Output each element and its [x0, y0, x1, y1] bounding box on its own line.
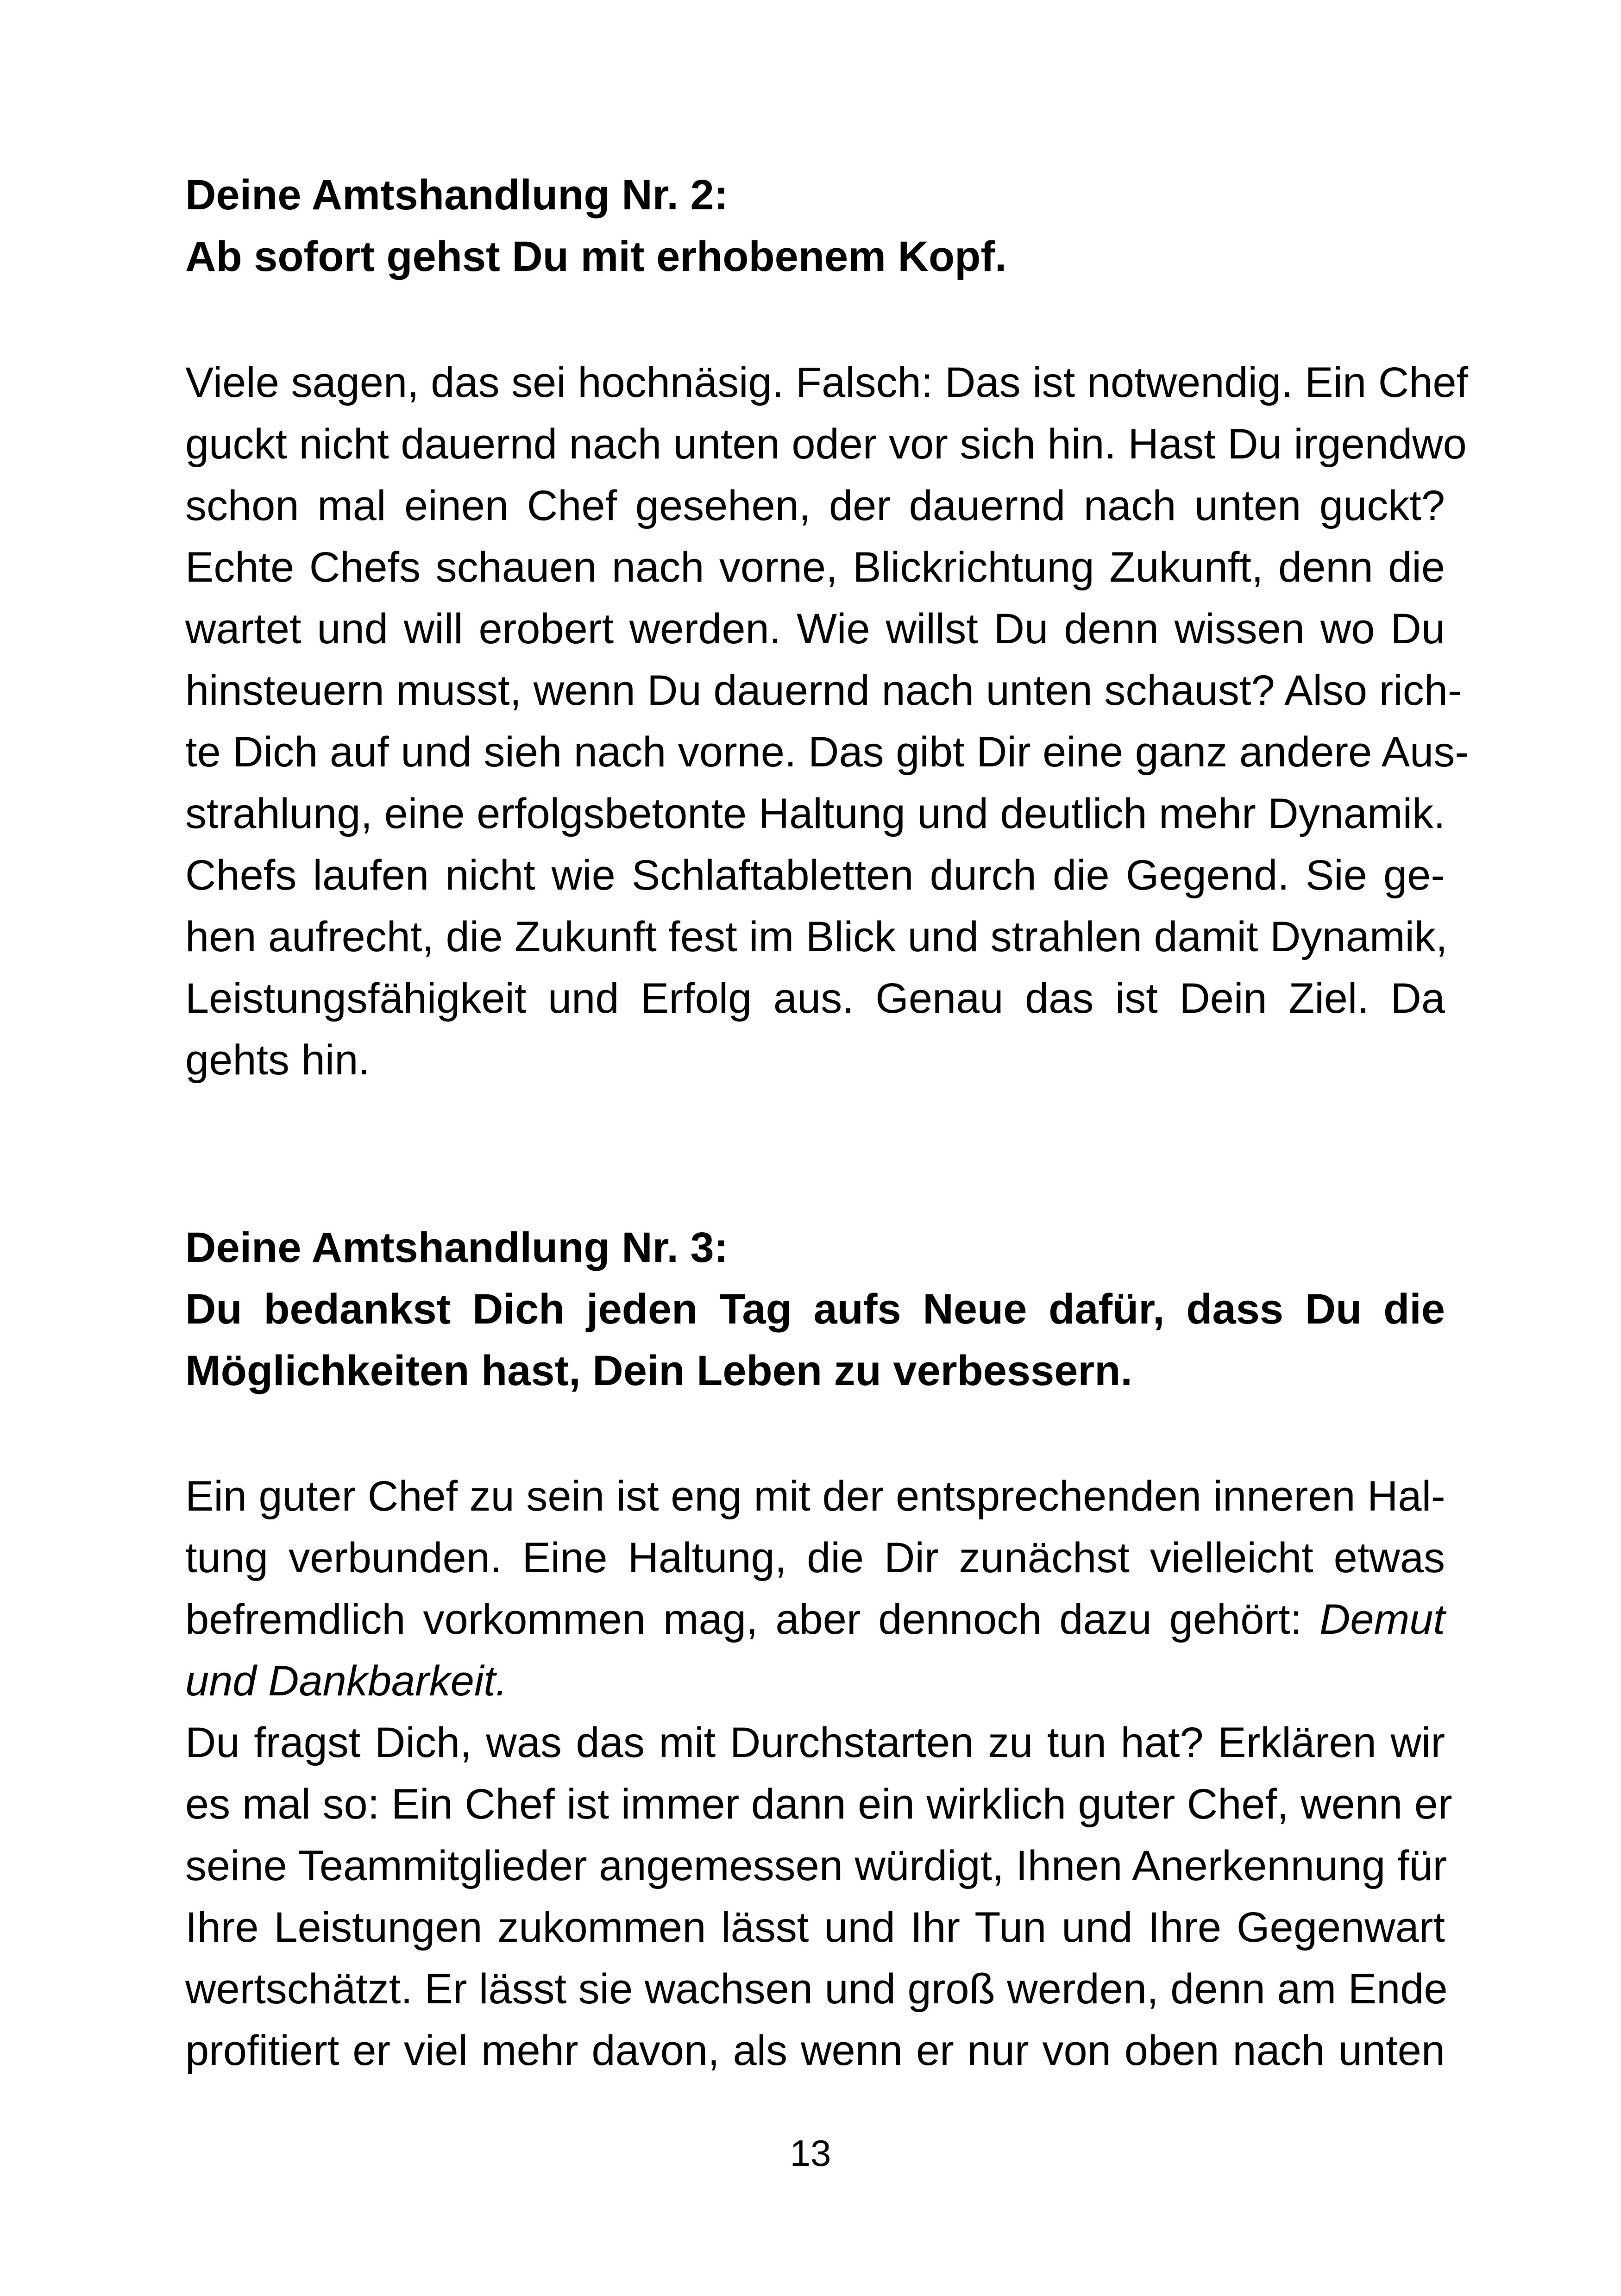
heading-line: Ab sofort gehst Du mit erhobenem Kopf. [185, 233, 1007, 280]
heading-line: Du bedankst Dich jeden Tag aufs Neue dafür, dass Du die [185, 1286, 1445, 1333]
paragraph-line: Chefs laufen nicht wie Schlaftabletten durch die Gegend. Sie ge- [185, 852, 1445, 899]
page-number: 13 [790, 2133, 831, 2174]
paragraph-line: schon mal einen Chef gesehen, der dauernd nach unten guckt? [185, 482, 1445, 529]
paragraph-text: befremdlich vorkommen mag, aber dennoch dazu gehört: [185, 1596, 1302, 1643]
heading-line: Möglichkeiten hast, Dein Leben zu verbessern. [185, 1347, 1132, 1394]
paragraph-line: Ihre Leistungen zukommen lässt und Ihr Tun und Ihre Gegenwart [185, 1904, 1445, 1951]
emphasis-text: Demut [1319, 1596, 1445, 1643]
section-3-heading [185, 1217, 1445, 1402]
paragraph-line: Ein guter Chef zu sein ist eng mit der entsprechenden inneren Hal- [185, 1473, 1445, 1520]
paragraph-line: te Dich auf und sieh nach vorne. Das gibt Dir eine ganz andere Aus- [185, 728, 1469, 776]
paragraph-line: Echte Chefs schauen nach vorne, Blickrichtung Zukunft, denn die [185, 544, 1445, 591]
paragraph-line: Leistungsfähigkeit und Erfolg aus. Genau das ist Dein Ziel. Da [185, 975, 1445, 1022]
paragraph-line: wartet und will erobert werden. Wie willst Du denn wissen wo Du [185, 605, 1445, 652]
heading-line: Deine Amtshandlung Nr. 3: [185, 1224, 729, 1271]
paragraph-line: profitiert er viel mehr davon, als wenn er nur von oben nach unten [185, 2027, 1445, 2074]
paragraph-line: Du fragst Dich, was das mit Durchstarten zu tun hat? Erklären wir [185, 1719, 1445, 1766]
paragraph-line [185, 1589, 1445, 1650]
section-2-heading [185, 164, 1445, 288]
section-2-body [185, 352, 1469, 1091]
heading-line: Deine Amtshandlung Nr. 2: [185, 171, 729, 219]
paragraph-line: wertschätzt. Er lässt sie wachsen und groß werden, denn am Ende [185, 1965, 1448, 2013]
paragraph-line: hen aufrecht, die Zukunft fest im Blick und strahlen damit Dynamik, [185, 913, 1448, 960]
paragraph-line: guckt nicht dauernd nach unten oder vor sich hin. Hast Du irgendwo [185, 420, 1467, 468]
paragraph-line: hinsteuern musst, wenn Du dauernd nach unten schaust? Also rich- [185, 667, 1462, 714]
paragraph-line: Viele sagen, das sei hochnäsig. Falsch: Das ist notwendig. Ein Chef [185, 359, 1469, 406]
paragraph-line: strahlung, eine erfolgsbetonte Haltung und deutlich mehr Dynamik. [185, 790, 1445, 837]
section-3-body [185, 1466, 1452, 2082]
paragraph-line: es mal so: Ein Chef ist immer dann ein wirklich guter Chef, wenn er [185, 1781, 1452, 1828]
paragraph-line: tung verbunden. Eine Haltung, die Dir zunächst vielleicht etwas [185, 1534, 1445, 1581]
paragraph-line: gehts hin. [185, 1036, 370, 1084]
paragraph-line: seine Teammitglieder angemessen würdigt, Ihnen Anerkennung für [185, 1842, 1447, 1889]
emphasis-line: und Dankbarkeit. [185, 1657, 508, 1705]
